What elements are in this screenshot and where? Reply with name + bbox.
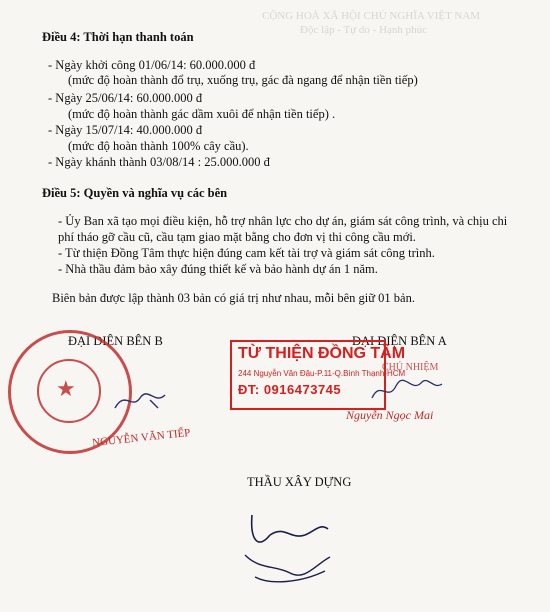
- article5-heading: Điều 5: Quyền và nghĩa vụ các bên: [42, 186, 228, 200]
- obligation-item: - Từ thiện Đồng Tâm thực hiện đúng cam kết tài trợ và giám sát công trình.: [58, 246, 435, 260]
- stamp-address: 244 Nguyễn Văn Đậu-P.11-Q.Bình Thạnh-HCM: [238, 369, 406, 378]
- payment-item: - Ngày khởi công 01/06/14: 60.000.000 đ: [48, 58, 256, 72]
- bleed-through-line: CỘNG HOÀ XÃ HỘI CHỦ NGHĨA VIỆT NAM: [262, 10, 481, 22]
- payment-note: (mức độ hoàn thành gác dầm xuôi để nhận tiền tiếp) .: [68, 107, 336, 121]
- bleed-through-line: Độc lập - Tự do - Hạnh phúc: [300, 24, 428, 36]
- contractor-signature: [230, 495, 340, 595]
- party-a-seal-title: CHỦ NHIỆM: [382, 362, 439, 373]
- party-b-signature: [110, 380, 190, 420]
- payment-note: (mức độ hoàn thành 100% cây cầu).: [68, 139, 249, 153]
- charity-stamp: [230, 340, 406, 410]
- obligation-item: - Nhà thầu đảm bảo xây đúng thiết kế và bảo hành dự án 1 năm.: [58, 262, 378, 276]
- obligation-item: - Ủy Ban xã tạo mọi điều kiện, hỗ trợ nhân lực cho dự án, giám sát công trình, và chịu chi: [58, 214, 508, 228]
- closing-statement: Biên bản được lập thành 03 bản có giá trị như nhau, mỗi bên giữ 01 bản.: [52, 291, 415, 305]
- obligation-item: phí tháo gỡ cầu cũ, cầu tạm giao mặt bằng cho đơn vị thi công cầu mới.: [58, 230, 416, 244]
- party-b-label: ĐẠI DIỆN BÊN B: [68, 334, 163, 348]
- official-seal: ★: [8, 330, 132, 454]
- party-b-name: NGUYỄN VĂN TIẾP: [91, 426, 191, 450]
- contractor-label: THẦU XÂY DỰNG: [247, 475, 352, 489]
- party-a-name: Nguyễn Ngọc Mai: [346, 408, 434, 422]
- article4-heading: Điều 4: Thời hạn thanh toán: [42, 30, 194, 44]
- payment-item: - Ngày khánh thành 03/08/14 : 25.000.000 đ: [48, 155, 270, 169]
- party-a-signature: [368, 372, 448, 408]
- stamp-phone: ĐT: 0916473745: [238, 382, 342, 397]
- payment-item: - Ngày 25/06/14: 60.000.000 đ: [48, 91, 203, 105]
- stamp-title: TỪ THIỆN ĐỒNG TÂM: [238, 345, 406, 362]
- party-a-label: ĐẠI DIỆN BÊN A: [352, 334, 447, 348]
- payment-note: (mức độ hoàn thành đổ trụ, xuống trụ, gác đà ngang để nhận tiền tiếp): [68, 73, 418, 87]
- payment-item: - Ngày 15/07/14: 40.000.000 đ: [48, 123, 203, 137]
